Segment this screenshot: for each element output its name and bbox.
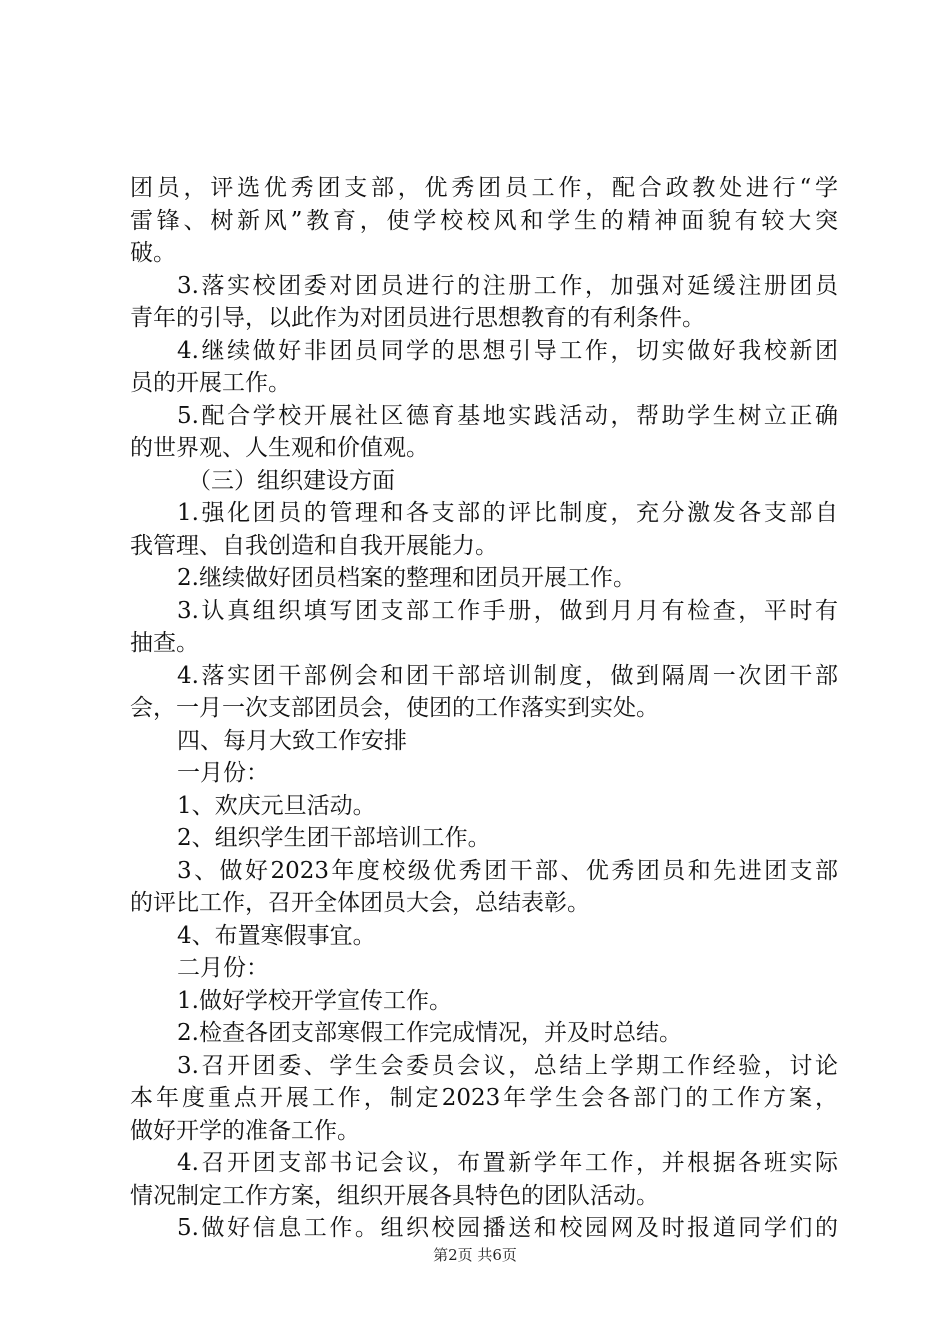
text-line: 4.落实团干部例会和团干部培训制度，做到隔周一次团干部 — [177, 662, 838, 689]
text-line: 团员，评选优秀团支部，优秀团员工作，配合政教处进行“学 — [130, 175, 838, 201]
text-line: 2.检查各团支部寒假工作完成情况，并及时总结。 — [177, 1020, 682, 1046]
text-line: 1.强化团员的管理和各支部的评比制度，充分激发各支部自 — [177, 500, 838, 526]
text-line: 会，一月一次支部团员会，使团的工作落实到实处。 — [130, 695, 659, 721]
text-line: 做好开学的准备工作。 — [130, 1117, 360, 1144]
text-line: 破。 — [130, 240, 176, 266]
text-line: 1.做好学校开学宣传工作。 — [177, 987, 452, 1014]
document-body — [130, 172, 838, 1245]
section-heading: 四、每月大致工作安排 — [177, 727, 407, 754]
month-heading: 二月份： — [177, 955, 269, 981]
text-line: 4.召开团支部书记会议，布置新学年工作，并根据各班实际 — [177, 1150, 838, 1176]
text-line: 的世界观、人生观和价值观。 — [130, 435, 429, 461]
text-line: 情况制定工作方案，组织开展各具特色的团队活动。 — [130, 1182, 659, 1209]
text-line: 5.配合学校开展社区德育基地实践活动，帮助学生树立正确 — [177, 402, 838, 429]
section-heading: （三）组织建设方面 — [188, 467, 395, 494]
text-line: 4.继续做好非团员同学的思想引导工作，切实做好我校新团 — [177, 337, 838, 364]
text-line: 3.召开团委、学生会委员会议，总结上学期工作经验，讨论 — [177, 1052, 838, 1079]
text-line: 青年的引导，以此作为对团员进行思想教育的有利条件。 — [130, 305, 705, 331]
text-line: 抽查。 — [130, 630, 199, 656]
text-line: 本年度重点开展工作，制定2023年学生会各部门的工作方案， — [130, 1085, 838, 1111]
month-heading: 一月份： — [177, 760, 269, 786]
text-line: 2、组织学生团干部培训工作。 — [177, 825, 491, 851]
text-line: 3.认真组织填写团支部工作手册，做到月月有检查，平时有 — [177, 597, 838, 624]
text-line: 员的开展工作。 — [130, 370, 291, 396]
text-line: 2.继续做好团员档案的整理和团员开展工作。 — [177, 565, 636, 591]
text-line: 的评比工作，召开全体团员大会，总结表彰。 — [130, 890, 590, 916]
text-line: 3.落实校团委对团员进行的注册工作，加强对延缓注册团员 — [177, 272, 838, 299]
text-line: 4、布置寒假事宜。 — [177, 922, 376, 949]
text-line: 5.做好信息工作。组织校园播送和校园网及时报道同学们的 — [177, 1215, 838, 1241]
text-line: 我管理、自我创造和自我开展能力。 — [130, 532, 498, 559]
text-line: 雷锋、树新风”教育，使学校校风和学生的精神面貌有较大突 — [130, 207, 838, 234]
text-line: 3、做好2023年度校级优秀团干部、优秀团员和先进团支部 — [177, 857, 838, 884]
text-line: 1、欢庆元旦活动。 — [177, 792, 376, 819]
page-number-footer: 第2页 共6页 — [433, 1246, 517, 1264]
